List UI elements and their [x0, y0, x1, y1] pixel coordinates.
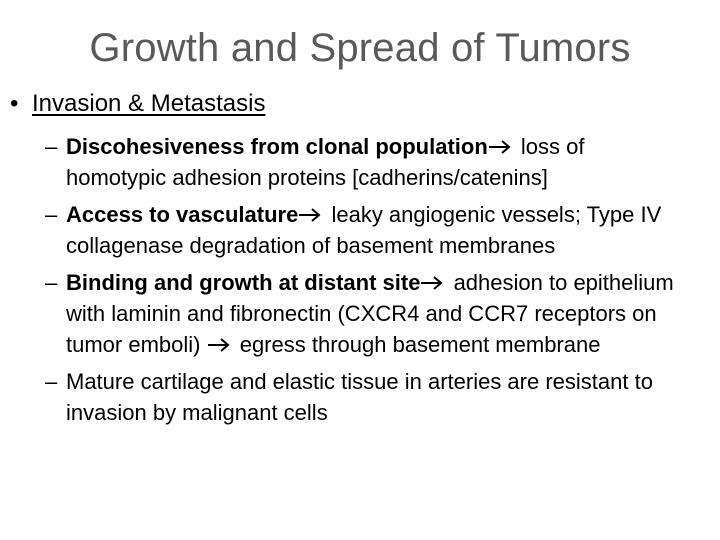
dash-marker: –	[45, 369, 58, 394]
bullet-text: Invasion & Metastasis	[32, 90, 266, 117]
sub-bullet-text: Mature cartilage and elastic tissue in arteries are resistant to invasion by malignant cells	[66, 369, 653, 425]
slide-title: Growth and Spread of Tumors	[89, 26, 631, 70]
bullet-invasion-metastasis	[10, 88, 265, 120]
dash-marker: –	[45, 202, 58, 227]
dash-marker: –	[45, 270, 58, 295]
arrow-right-icon	[420, 275, 444, 291]
sub-bullet-list	[0, 131, 720, 434]
sub-bullet-mature-cartilage	[0, 366, 720, 428]
sub-bullet-binding-growth	[0, 267, 720, 360]
sub-bullet-discohesiveness	[0, 131, 720, 193]
sub-bullet-text: adhesion to epithelium with laminin and fibronectin (CXCR4 and CCR7 receptors on tumor emboli)	[66, 270, 674, 357]
sub-bullet-bold: Discohesiveness from clonal population	[66, 134, 488, 159]
arrow-right-icon	[298, 207, 322, 223]
sub-bullet-text: loss of homotypic adhesion proteins [cadherins/catenins]	[66, 134, 585, 190]
sub-bullet-vasculature	[0, 199, 720, 261]
arrow-right-icon	[488, 139, 512, 155]
dash-marker: –	[45, 134, 58, 159]
bullet-marker: •	[10, 90, 19, 117]
sub-bullet-text: leaky angiogenic vessels; Type IV collagenase degradation of basement membranes	[66, 202, 662, 258]
sub-bullet-bold: Binding and growth at distant site	[66, 270, 421, 295]
sub-bullet-bold: Access to vasculature	[66, 202, 299, 227]
sub-bullet-text: egress through basement membrane	[233, 332, 601, 357]
arrow-right-icon	[207, 337, 231, 353]
